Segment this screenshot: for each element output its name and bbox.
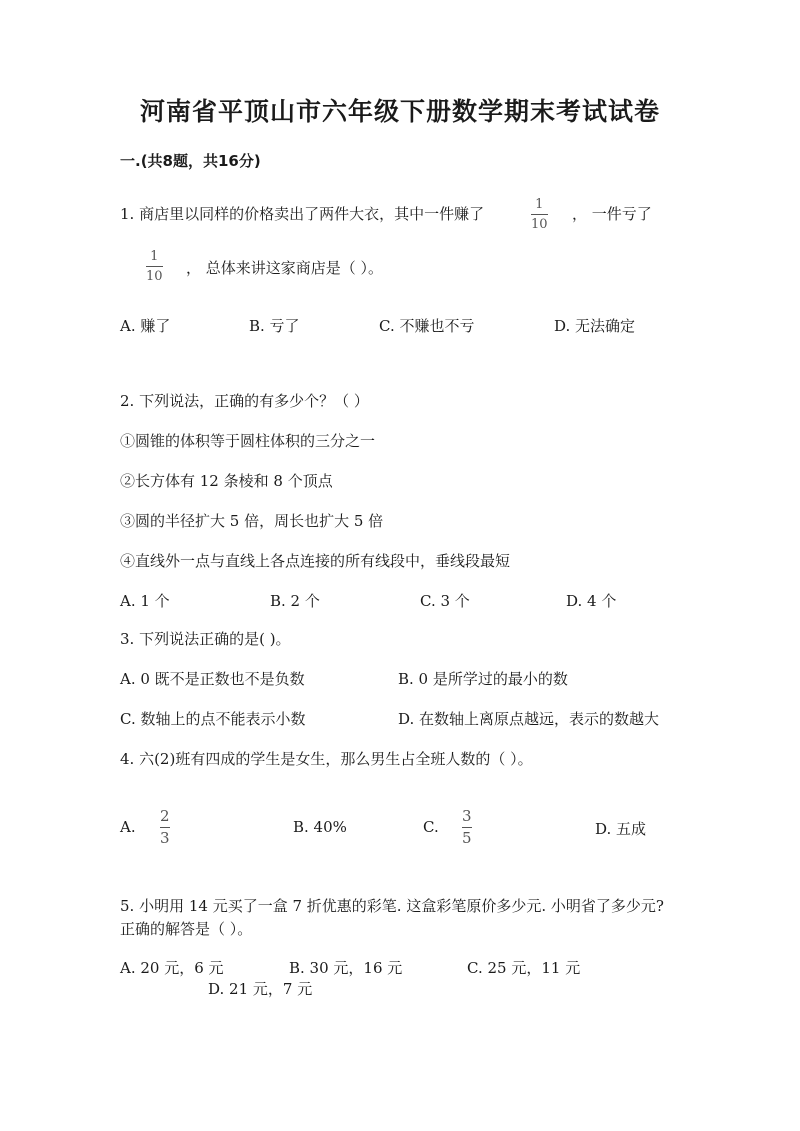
q1-frac2-numerator: 1: [150, 249, 159, 264]
q3-text: 3. 下列说法正确的是( )。: [120, 630, 291, 648]
q5-text-line1: 5. 小明用 14 元买了一盒 7 折优惠的彩笔. 这盒彩笔原价多少元. 小明省了多少元?: [120, 897, 664, 915]
q1-text-part1: 1. 商店里以同样的价格卖出了两件大衣，其中一件赚了: [120, 205, 485, 223]
q3-option-a[interactable]: A. 0 既不是正数也不是负数: [120, 670, 305, 688]
q4-option-c-fraction[interactable]: [462, 809, 472, 846]
section-heading: 一.(共8题，共16分): [120, 152, 261, 170]
q1-frac2-denominator: 10: [146, 269, 163, 284]
q2-option-c[interactable]: C. 3 个: [420, 592, 470, 610]
page-title: 河南省平顶山市六年级下册数学期末考试试卷: [139, 97, 660, 126]
q4-fracC-denominator: 5: [462, 829, 472, 847]
fraction-bar: [531, 214, 548, 215]
q2-statement-2: ②长方体有 12 条棱和 8 个顶点: [120, 472, 333, 490]
q4-fracA-denominator: 3: [160, 829, 170, 847]
q1-frac1-denominator: 10: [531, 217, 548, 232]
q2-statement-1: ①圆锥的体积等于圆柱体积的三分之一: [120, 432, 376, 450]
q1-fraction-1: [531, 198, 548, 231]
fraction-bar: [146, 266, 163, 267]
q4-option-b[interactable]: B. 40%: [293, 818, 347, 836]
q4-option-c-label[interactable]: C.: [423, 818, 439, 836]
q4-fracC-numerator: 3: [462, 807, 472, 825]
q1-option-c[interactable]: C. 不赚也不亏: [379, 317, 475, 335]
q2-option-b[interactable]: B. 2 个: [270, 592, 320, 610]
q5-option-a[interactable]: A. 20 元，6 元: [120, 959, 224, 977]
q1-option-a[interactable]: A. 赚了: [120, 317, 171, 335]
q4-option-d[interactable]: D. 五成: [595, 820, 647, 838]
q2-statement-4: ④直线外一点与直线上各点连接的所有线段中，垂线段最短: [120, 552, 511, 570]
q3-option-c[interactable]: C. 数轴上的点不能表示小数: [120, 710, 306, 728]
q5-option-b[interactable]: B. 30 元，16 元: [289, 959, 403, 977]
q4-fracA-numerator: 2: [160, 807, 170, 825]
q1-fraction-2: [146, 250, 163, 283]
q1-text-part2: ， 一件亏了: [572, 205, 652, 223]
q3-option-b[interactable]: B. 0 是所学过的最小的数: [398, 670, 568, 688]
q4-option-a-fraction[interactable]: [160, 809, 170, 846]
fraction-bar: [462, 827, 472, 828]
q5-option-d[interactable]: D. 21 元，7 元: [208, 980, 313, 998]
q2-option-a[interactable]: A. 1 个: [120, 592, 170, 610]
q3-option-d[interactable]: D. 在数轴上离原点越远，表示的数越大: [398, 710, 660, 728]
q4-option-a-label[interactable]: A.: [120, 818, 136, 836]
q5-text-line2: 正确的解答是（ ）。: [120, 920, 253, 938]
fraction-bar: [160, 827, 170, 828]
q4-text: 4. 六(2)班有四成的学生是女生，那么男生占全班人数的（ ）。: [120, 750, 533, 768]
q2-statement-3: ③圆的半径扩大 5 倍，周长也扩大 5 倍: [120, 512, 384, 530]
q5-option-c[interactable]: C. 25 元，11 元: [467, 959, 581, 977]
q1-frac1-numerator: 1: [535, 197, 544, 212]
q2-text: 2. 下列说法，正确的有多少个？（ ）: [120, 392, 369, 410]
q1-option-d[interactable]: D. 无法确定: [554, 317, 636, 335]
q1-option-b[interactable]: B. 亏了: [249, 317, 300, 335]
q1-text-part3: ， 总体来讲这家商店是（ ）。: [186, 259, 384, 277]
q2-option-d[interactable]: D. 4 个: [566, 592, 617, 610]
